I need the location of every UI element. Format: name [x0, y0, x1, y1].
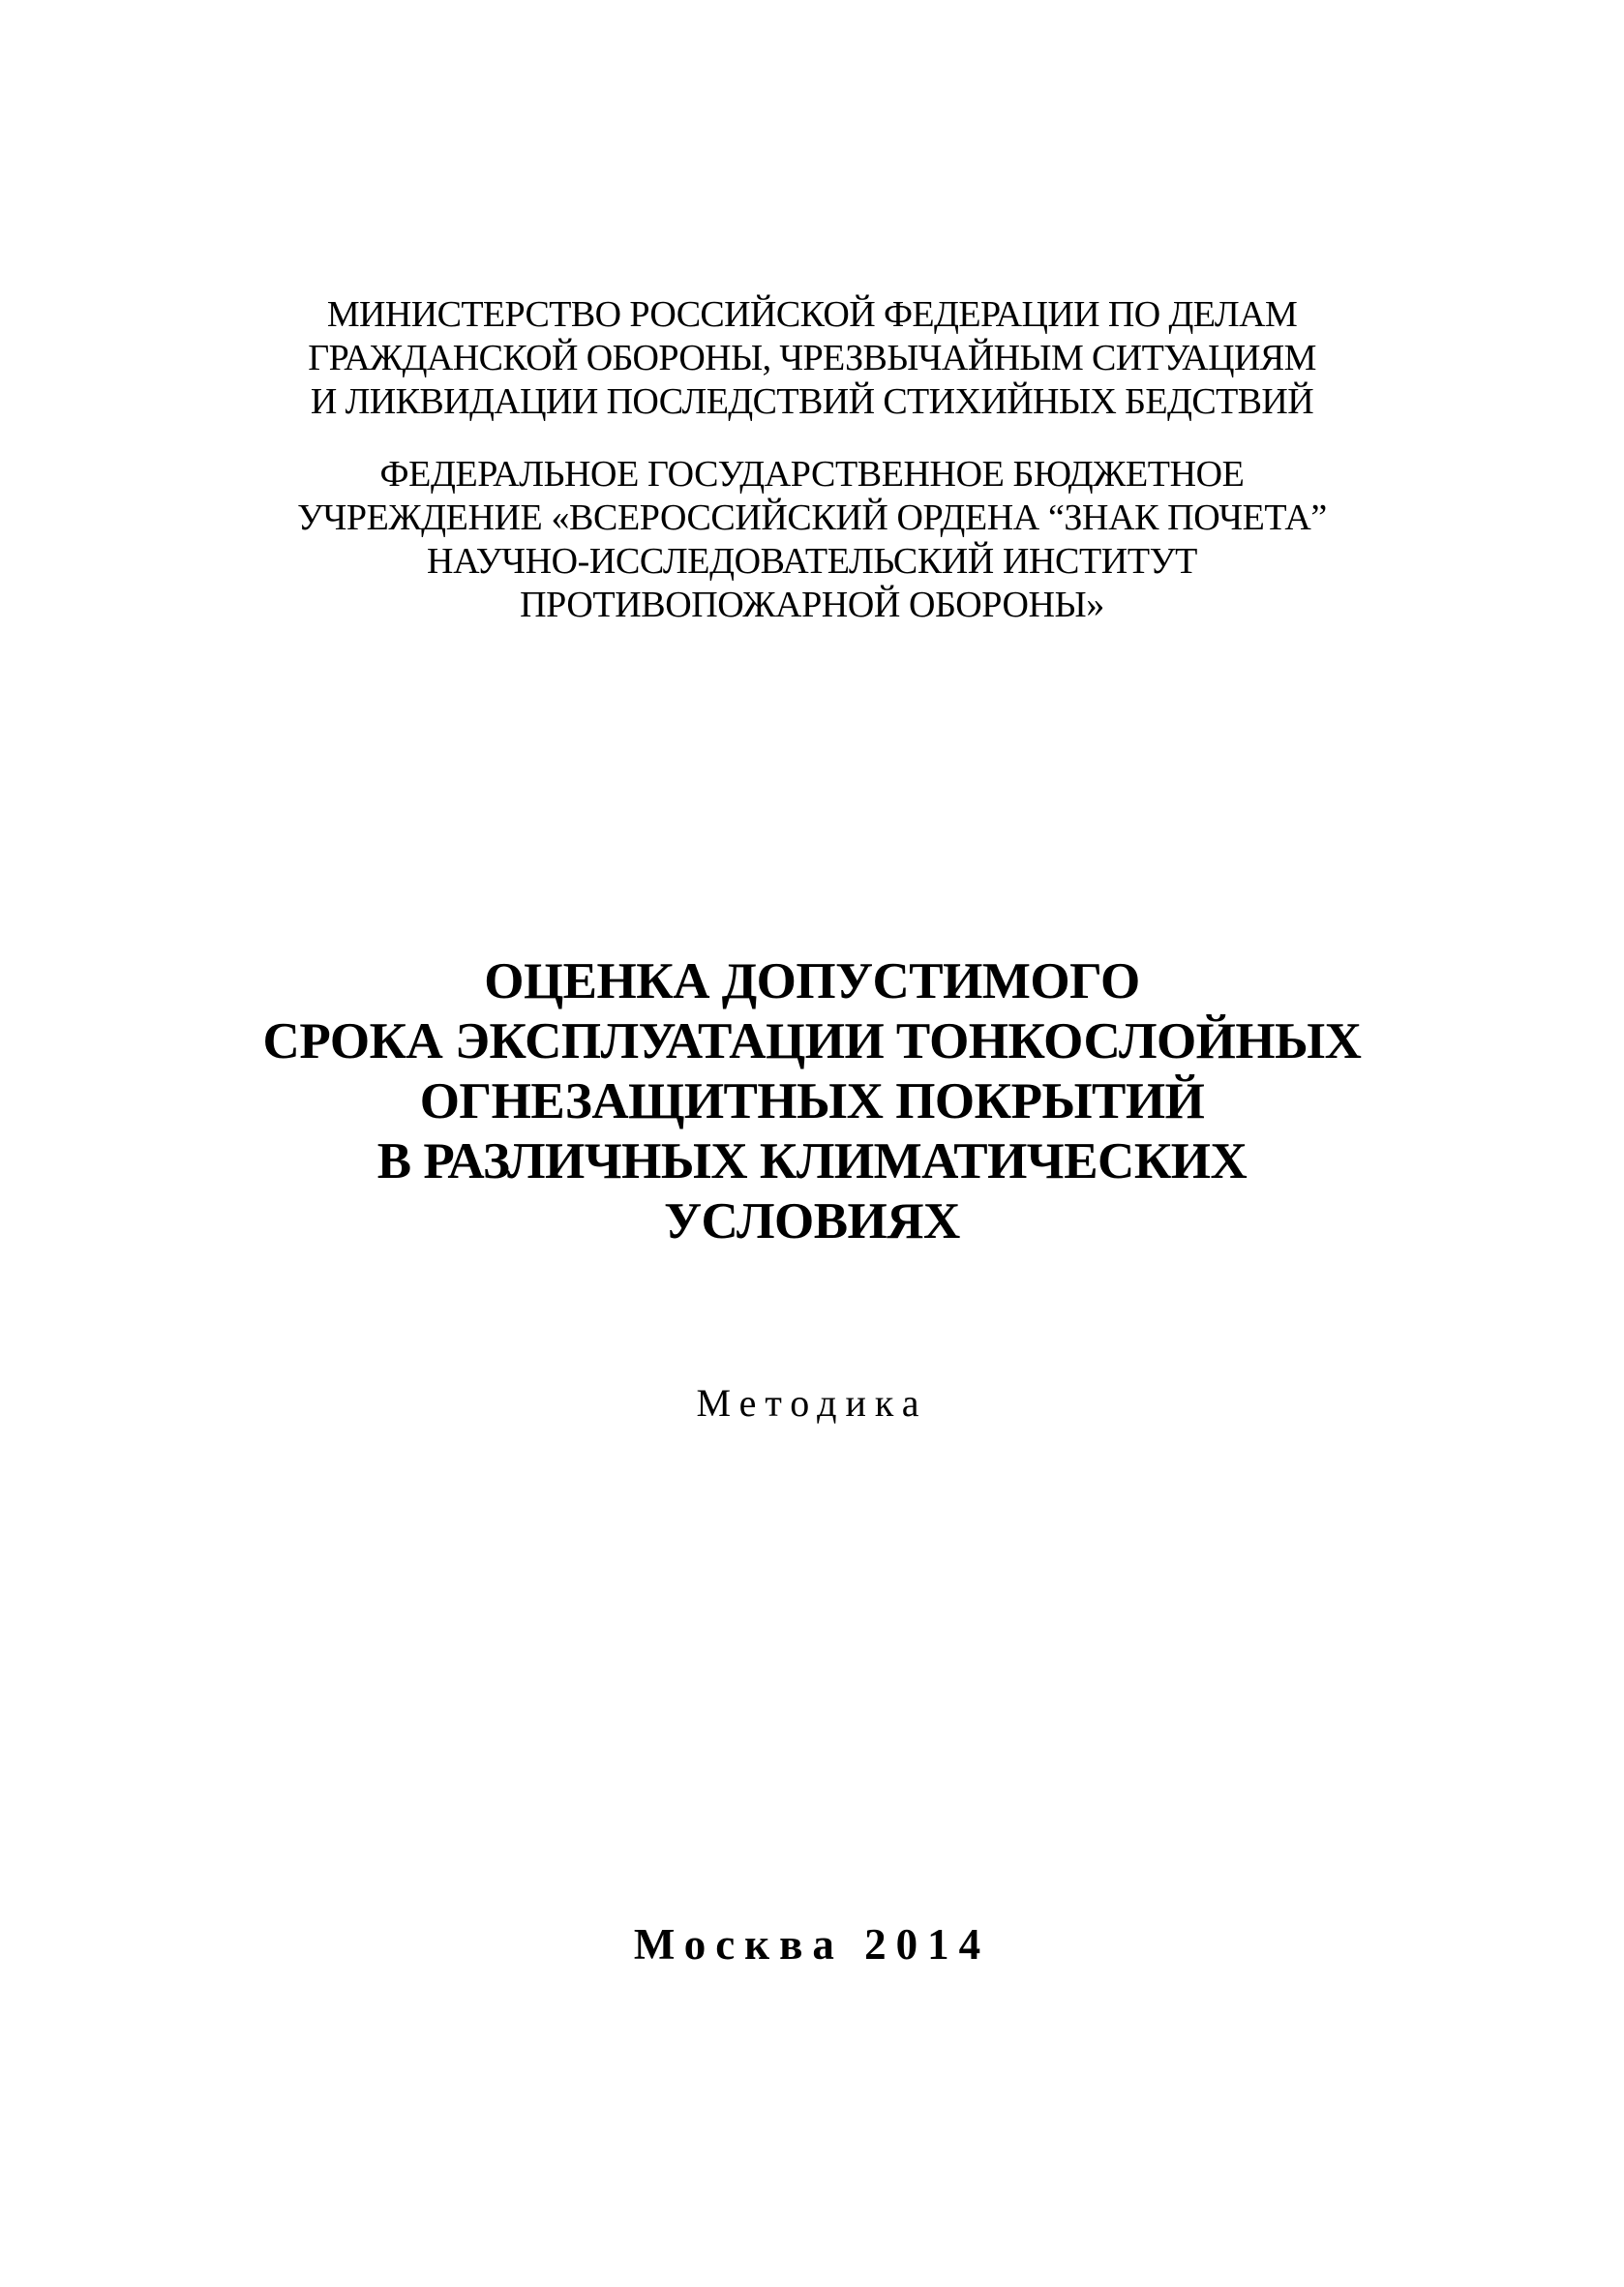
- title-line: СРОКА ЭКСПЛУАТАЦИИ ТОНКОСЛОЙНЫХ: [262, 1013, 1362, 1069]
- institution-heading: [0, 453, 1624, 627]
- institution-line: ФЕДЕРАЛЬНОЕ ГОСУДАРСТВЕННОЕ БЮДЖЕТНОЕ: [379, 454, 1245, 495]
- title-line: В РАЗЛИЧНЫХ КЛИМАТИЧЕСКИХ: [376, 1133, 1248, 1189]
- document-title: [0, 951, 1624, 1251]
- title-line: ОЦЕНКА ДОПУСТИМОГО: [484, 953, 1140, 1009]
- institution-line: УЧРЕЖДЕНИЕ «ВСЕРОССИЙСКИЙ ОРДЕНА “ЗНАК ПОЧЕТА”: [297, 497, 1327, 538]
- subtitle-text: Методика: [696, 1381, 928, 1425]
- title-line: ОГНЕЗАЩИТНЫХ ПОКРЫТИЙ: [419, 1073, 1205, 1129]
- institution-line: НАУЧНО-ИССЛЕДОВАТЕЛЬСКИЙ ИНСТИТУТ: [427, 541, 1197, 582]
- ministry-heading: [0, 293, 1624, 424]
- document-subtitle: [0, 1379, 1624, 1428]
- imprint-year: 2014: [864, 1920, 991, 1969]
- imprint-city: Москва: [633, 1920, 844, 1969]
- imprint-line: [0, 1918, 1624, 1971]
- imprint: [0, 1918, 1624, 1971]
- institution-line: ПРОТИВОПОЖАРНОЙ ОБОРОНЫ»: [520, 585, 1104, 625]
- title-line: УСЛОВИЯХ: [664, 1193, 960, 1249]
- ministry-line: И ЛИКВИДАЦИИ ПОСЛЕДСТВИЙ СТИХИЙНЫХ БЕДСТВИЙ: [310, 381, 1314, 422]
- ministry-line: МИНИСТЕРСТВО РОССИЙСКОЙ ФЕДЕРАЦИИ ПО ДЕЛАМ: [326, 294, 1298, 335]
- ministry-line: ГРАЖДАНСКОЙ ОБОРОНЫ, ЧРЕЗВЫЧАЙНЫМ СИТУАЦИЯМ: [308, 338, 1316, 378]
